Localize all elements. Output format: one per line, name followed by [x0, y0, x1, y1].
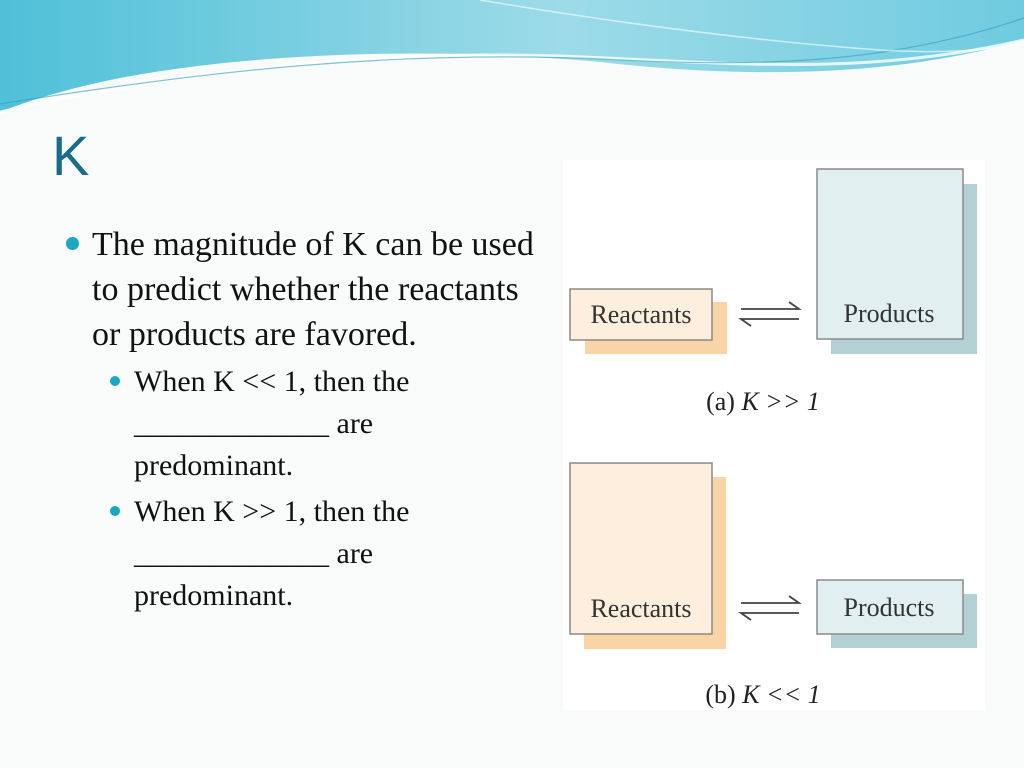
equilibrium-figure	[563, 160, 985, 710]
sub-bullet-line: _____________ are	[134, 537, 374, 570]
equilibrium-arrow-icon	[741, 302, 799, 326]
reactants-label: Reactants	[590, 300, 692, 329]
sub-bullet-k-large	[108, 491, 540, 617]
caption-prefix: (a)	[706, 387, 742, 416]
panel-b-caption	[705, 680, 820, 709]
sub-bullet-line: When K << 1, then the	[134, 365, 410, 398]
sub-bullet-k-small	[108, 361, 540, 487]
equilibrium-arrow-icon	[741, 596, 799, 620]
header-wave-decoration	[0, 0, 1024, 120]
caption-expression: K >> 1	[741, 387, 820, 416]
sub-bullet-list	[60, 361, 540, 617]
caption-expression: K << 1	[742, 680, 821, 709]
sub-bullet-line: _____________ are	[134, 407, 374, 440]
sub-bullet-line: predominant.	[134, 579, 294, 612]
sub-bullet-line: When K >> 1, then the	[134, 495, 410, 528]
reactants-label: Reactants	[590, 594, 692, 623]
main-bullet: The magnitude of K can be used to predict whether the reactants or products are favored.	[60, 222, 540, 357]
products-label: Products	[843, 299, 935, 328]
products-label: Products	[843, 593, 935, 622]
panel-b	[570, 463, 977, 709]
caption-prefix: (b)	[705, 680, 743, 709]
equilibrium-figure-svg	[563, 160, 985, 710]
slide-title: K	[52, 124, 90, 187]
bullet-list	[60, 222, 540, 621]
panel-a-caption	[706, 387, 820, 416]
sub-bullet-line: predominant.	[134, 449, 294, 482]
panel-a	[570, 169, 977, 416]
